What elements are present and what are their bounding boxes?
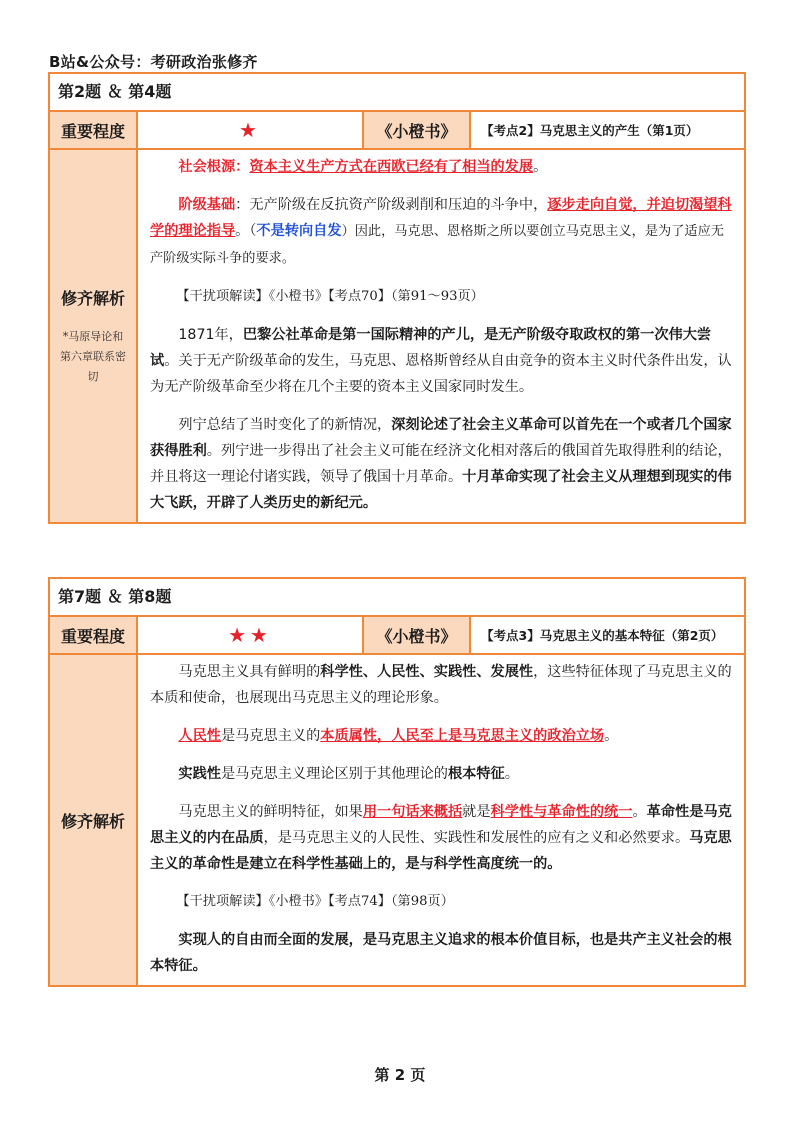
analysis-row [50,655,744,985]
importance-row [50,617,744,655]
paragraph: 阶级基础：无产阶级在反抗资产阶级剥削和压迫的斗争中，逐步走向自觉，并迫切渴望科学的理论指导。（不是转向自发）因此，马克思、恩格斯之所以要创立马克思主义，是为了适应无产阶级实际斗争的要求。 [150,197,732,266]
question-card-1 [48,72,746,524]
side-note: *马原导论和第六章联系密切 [60,329,126,383]
book-label: 《小橙书》 [364,112,471,148]
topic-label: 【考点2】马克思主义的产生（第1页） [481,123,699,138]
importance-row [50,112,744,150]
analysis-content [138,655,744,985]
analysis-row [50,150,744,522]
paragraph: 马克思主义具有鲜明的科学性、人民性、实践性、发展性，这些特征体现了马克思主义的本质和使命，也展现出马克思主义的理论形象。 [150,664,732,706]
paragraph: 社会根源：资本主义生产方式在西欧已经有了相当的发展。 [178,159,548,175]
analysis-label: 修齐解析 [60,288,125,308]
distractor-reference: 【干扰项解读】《小橙书》【考点70】（第91～93页） [176,289,484,304]
paragraph: 实践性是马克思主义理论区别于其他理论的根本特征。 [178,766,519,782]
question-card-2 [48,577,746,987]
star-rating: ★★ [138,617,364,653]
paragraph: 人民性是马克思主义的本质属性，人民至上是马克思主义的政治立场。 [178,728,619,744]
importance-label: 重要程度 [50,617,138,653]
card-title: 第2题 ＆ 第4题 [50,74,744,112]
paragraph: 实现人的自由而全面的发展，是马克思主义追求的根本价值目标，也是共产主义社会的根本特征。 [150,932,732,974]
analysis-content [138,150,744,522]
analysis-label: 修齐解析 [60,811,125,831]
page-number: 第 2 页 [374,1066,426,1084]
book-label: 《小橙书》 [364,617,471,653]
paragraph: 1871年，巴黎公社革命是第一国际精神的产儿，是无产阶级夺取政权的第一次伟大尝试。关于无产阶级革命的发生，马克思、恩格斯曾经从自由竞争的资本主义时代条件出发，认为无产阶级革命至少将在几个主要的资本主义国家同时发生。 [150,327,732,395]
topic-label: 【考点3】马克思主义的基本特征（第2页） [481,628,724,643]
distractor-reference: 【干扰项解读】《小橙书》【考点74】（第98页） [176,894,454,909]
star-rating: ★ [138,112,364,148]
importance-label: 重要程度 [50,112,138,148]
paragraph: 马克思主义的鲜明特征，如果用一句话来概括就是科学性与革命性的统一。革命性是马克思主义的内在品质，是马克思主义的人民性、实践性和发展性的应有之义和必然要求。马克思主义的革命性是建立在科学性基础上的，是与科学性高度统一的。 [150,804,732,872]
analysis-side [50,655,138,985]
analysis-side [50,150,138,522]
card-title: 第7题 ＆ 第8题 [50,579,744,617]
paragraph: 列宁总结了当时变化了的新情况，深刻论述了社会主义革命可以首先在一个或者几个国家获得胜利。列宁进一步得出了社会主义可能在经济文化相对落后的俄国首先取得胜利的结论，并且将这一理论付诸实践，领导了俄国十月革命。十月革命实现了社会主义从理想到现实的伟大飞跃，开辟了人类历史的新纪元。 [150,417,732,511]
channel-header: B站&公众号：考研政治张修齐 [49,53,258,71]
